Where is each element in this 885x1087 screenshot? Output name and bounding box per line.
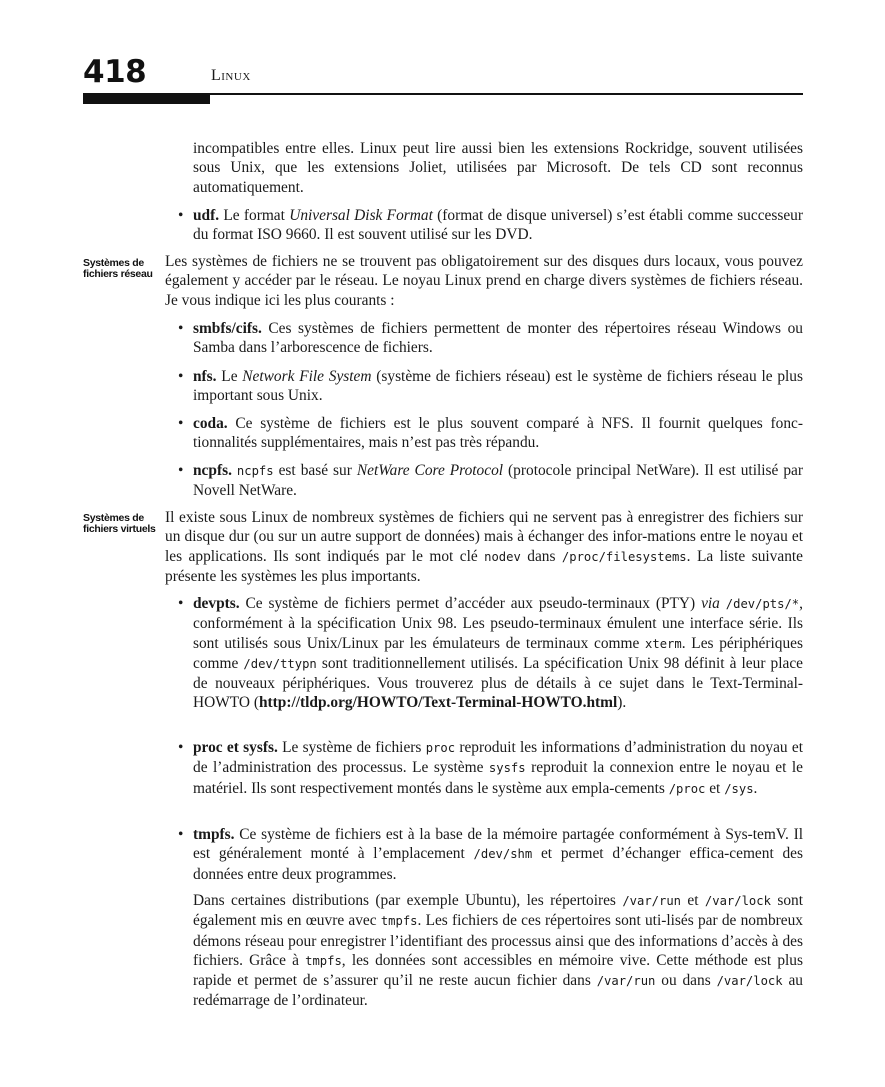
term-ncpfs: ncpfs. <box>193 462 232 479</box>
paragraph-iso-continued: incompatibles entre elles. Linux peut lire aussi bien les extensions Rockridge, souvent utilisées sous Unix, que les extensions Joliet, utilisées par Microsoft. De tels CD sont reconnus automatiquement. <box>193 140 803 196</box>
sidenote-network-fs: Systèmes de fichiers réseau <box>83 257 153 280</box>
running-title: Linux <box>211 67 251 84</box>
sidenote-virtual-fs: Systèmes de fichiers virtuels <box>83 512 156 535</box>
term-proc: proc et sysfs. <box>193 739 278 756</box>
bullet-udf: • <box>178 207 184 224</box>
list-item-devpts: devpts. Ce système de fichiers permet d’accéder aux pseudo-terminaux (PTY) via /dev/pts/*, conformément à la spécification Unix 98. Les pseudo-terminaux émulent une interface série. Ils sont utilisés sous Unix/Linux par les émulateurs de terminaux comme xterm. Les périphériques comme /dev/ttypn sont traditionnellement utilisés. La spécification Unix 98 définit à leur place de nouveaux périphériques. Vous trouverez plus de détails à ce sujet dans le Text-Terminal-HOWTO (http://tldp.org/HOWTO/Text-Terminal-HOWTO.html). <box>193 595 803 712</box>
list-item-coda: coda. Ce système de fichiers est le plus souvent comparé à NFS. Il fournit quelques fonc-tionnalités supplémentaires, mais n’est pas très répandu. <box>193 415 803 452</box>
list-item-nfs: nfs. Le Network File System (système de fichiers réseau) est le système de fichiers réseau le plus important sous Unix. <box>193 368 803 405</box>
term-udf: udf. <box>193 207 220 224</box>
term-devpts: devpts. <box>193 595 240 612</box>
bullet-smbfs: • <box>178 320 184 337</box>
paragraph-virtual-intro: Il existe sous Linux de nombreux systèmes de fichiers qui ne servent pas à enregistrer des fichiers sur un disque dur (ou sur un autre support de données) mais à échanger des infor-mations entre le noyau et les applications. Ils sont indiqués par le mot clé nodev dans /proc/filesystems. La liste suivante présente les systèmes les plus importants. <box>165 509 803 585</box>
bullet-ncpfs: • <box>178 462 184 479</box>
list-item-udf: udf. Le format Universal Disk Format (format de disque universel) s’est établi comme successeur du format ISO 9660. Il est souvent utilisé sur les DVD. <box>193 207 804 244</box>
term-smbfs: smbfs/cifs. <box>193 320 262 337</box>
bullet-tmpfs: • <box>178 826 184 843</box>
bullet-nfs: • <box>178 368 184 385</box>
paragraph-tmpfs-details: Dans certaines distributions (par exemple Ubuntu), les répertoires /var/run et /var/lock sont également mis en œuvre avec tmpfs. Les fichiers de ces répertoires sont uti-lisés par de nombreux démons réseau pour enregistrer l’identifiant des processus ainsi que des informations d’accès à des fichiers. Grâce à tmpfs, les données sont accessibles en mémoire vive. Cette méthode est plus rapide et permet de s’assurer qu’il ne reste aucun fichier dans /var/run ou dans /var/lock au redémarrage de l’ordinateur. <box>193 892 803 1010</box>
paragraph-network-intro: Les systèmes de fichiers ne se trouvent pas obligatoirement sur des disques durs locaux, vous pouvez également y accéder par le réseau. Le noyau Linux prend en charge divers systèmes de fichiers réseau. Je vous indique ici les plus courants : <box>165 253 803 309</box>
header-rule-accent <box>83 95 210 104</box>
bullet-proc: • <box>178 739 184 756</box>
list-item-tmpfs: tmpfs. Ce système de fichiers est à la base de la mémoire partagée conformément à Sys-temV. Il est généralement monté à l’emplacement /dev/shm et permet d’échanger effica-cement des données entre deux programmes. <box>193 826 804 883</box>
howto-url: http://tldp.org/HOWTO/Text-Terminal-HOWTO.html <box>258 694 618 712</box>
term-tmpfs: tmpfs. <box>193 826 235 843</box>
list-item-proc: proc et sysfs. Le système de fichiers proc reproduit les informations d’administration du noyau et de l’administration des processus. Le système sysfs reproduit la connexion entre le noyau et le matériel. Ils sont respectivement montés dans le système aux empla-cements /proc et /sys. <box>193 739 804 797</box>
list-item-ncpfs: ncpfs. ncpfs est basé sur NetWare Core Protocol (protocole principal NetWare). Il est utilisé par Novell NetWare. <box>193 462 803 500</box>
term-coda: coda. <box>193 415 228 432</box>
page-header <box>0 0 885 110</box>
list-item-smbfs: smbfs/cifs. Ces systèmes de fichiers permettent de monter des répertoires réseau Windows ou Samba dans l’arborescence de fichiers. <box>193 320 803 357</box>
bullet-devpts: • <box>178 595 184 612</box>
page-number: 418 <box>83 54 147 90</box>
bullet-coda: • <box>178 415 184 432</box>
term-nfs: nfs. <box>193 368 217 385</box>
